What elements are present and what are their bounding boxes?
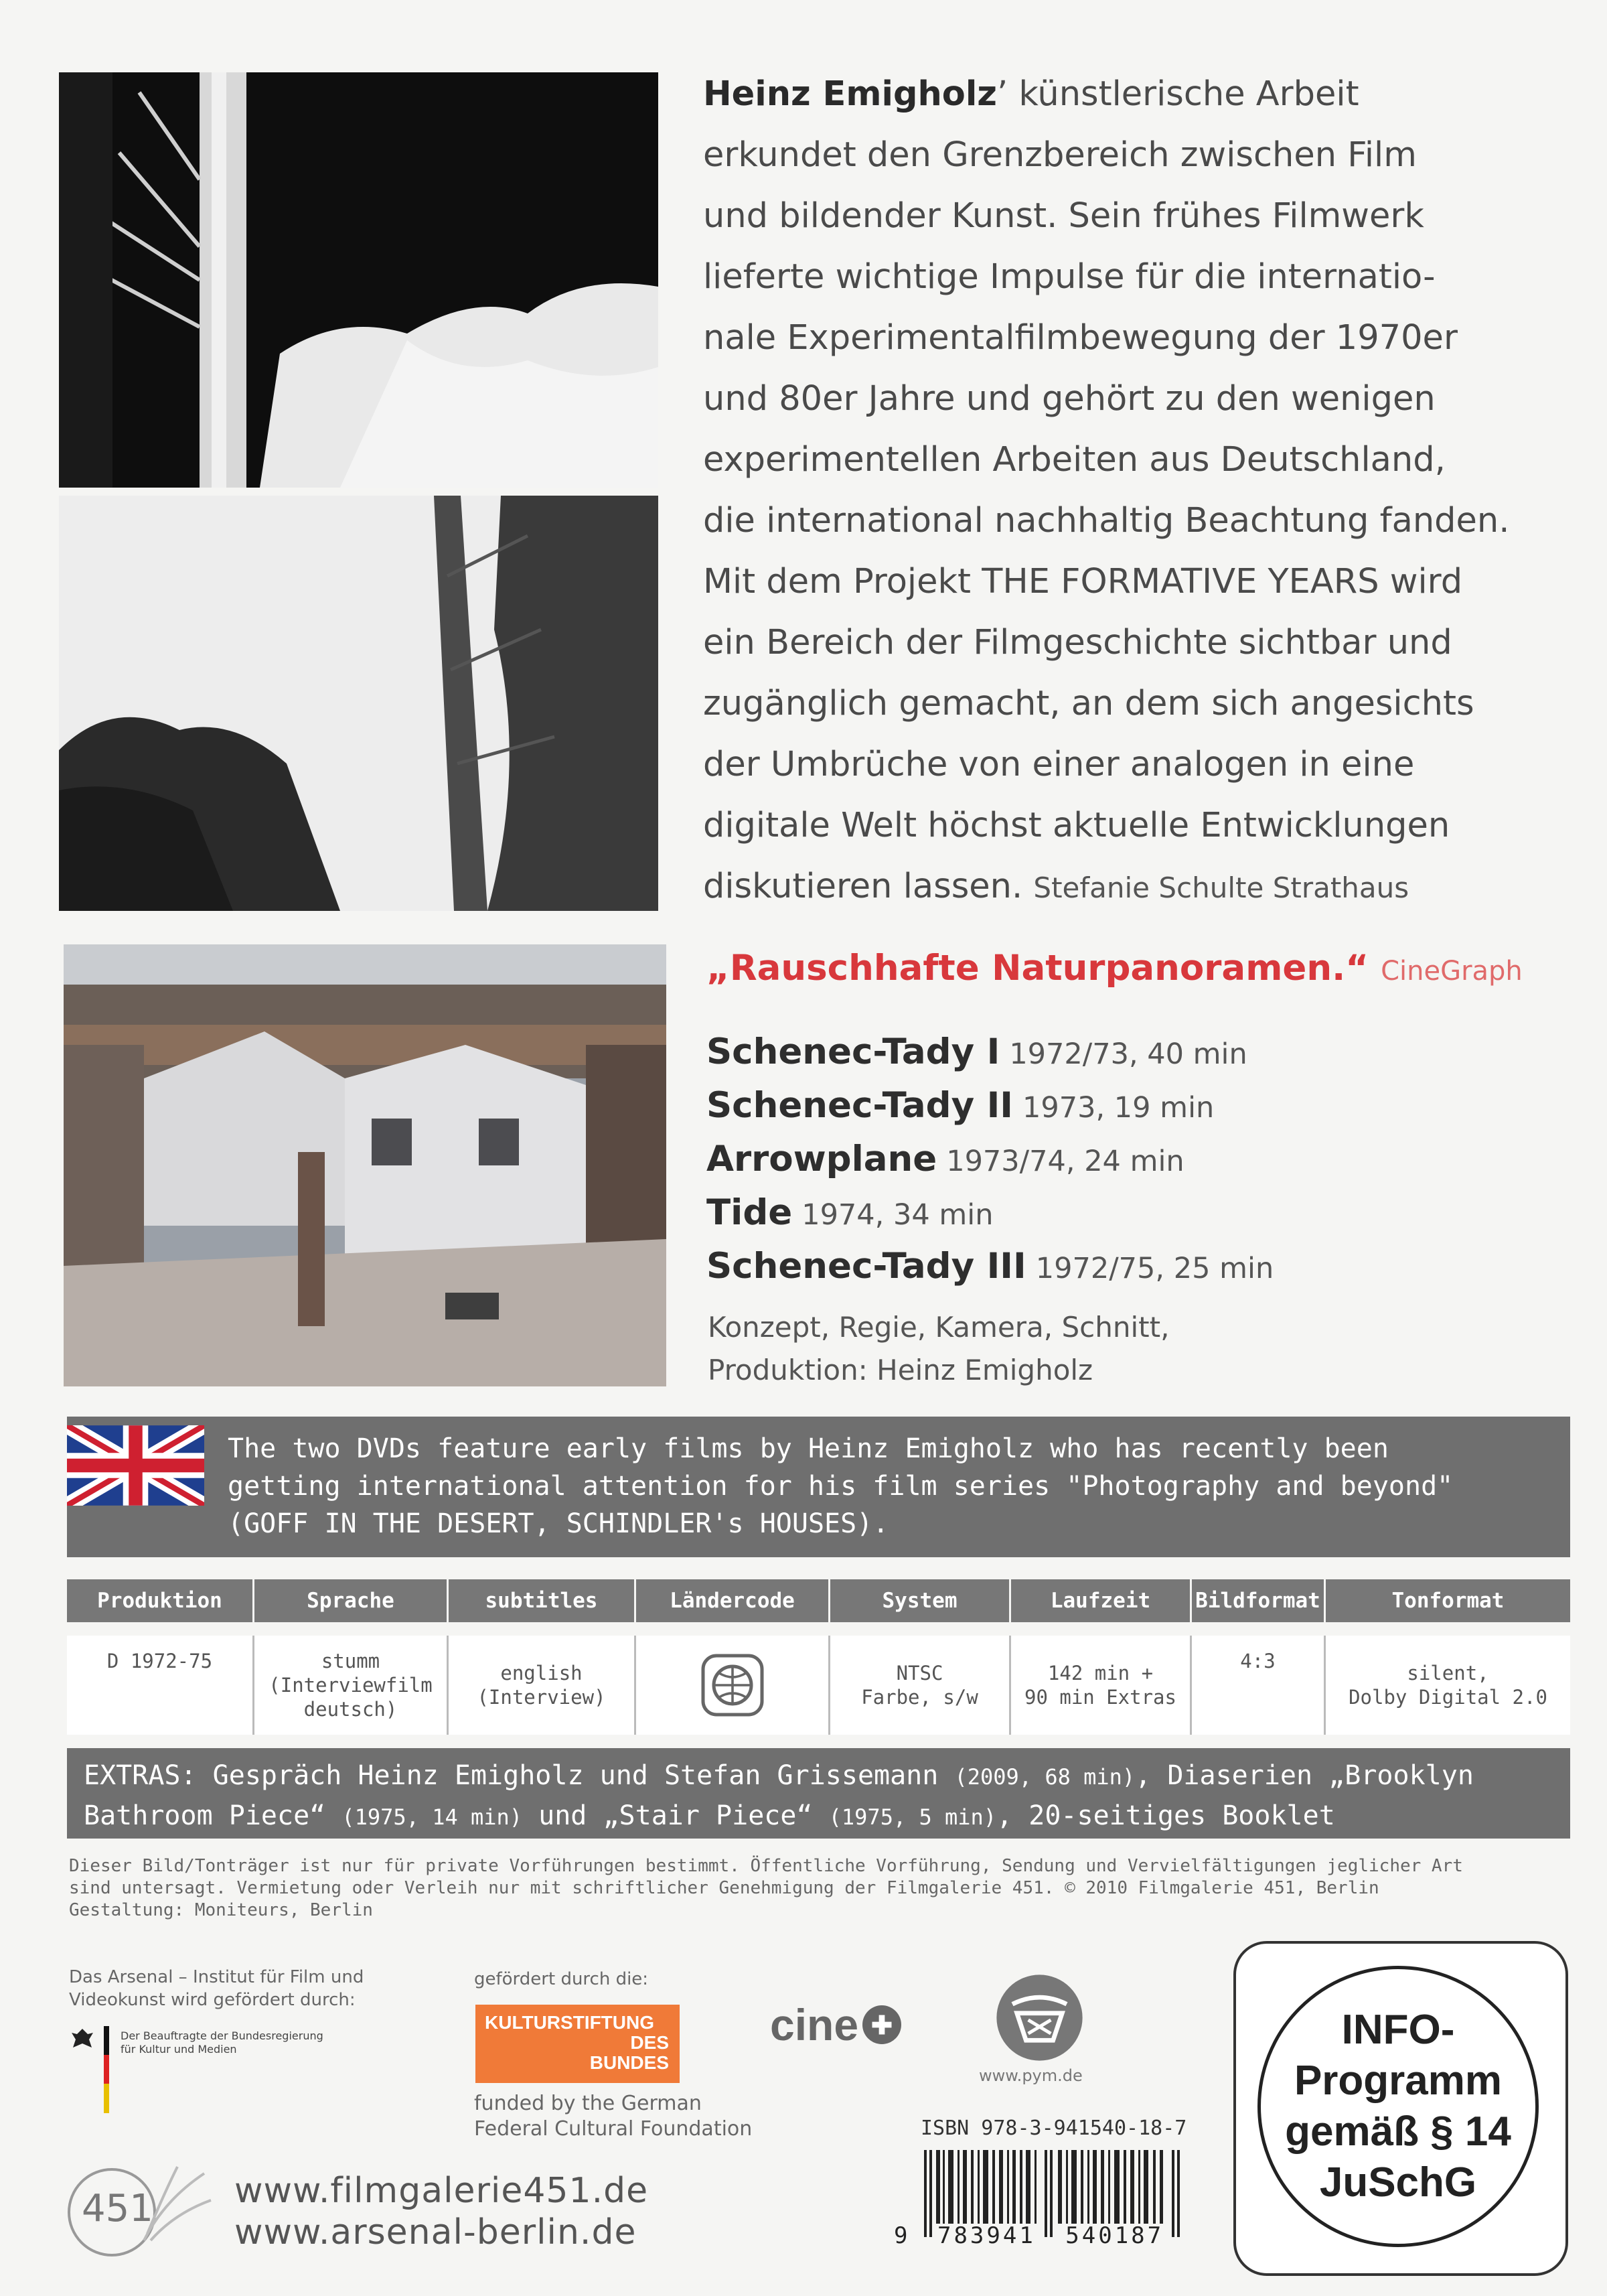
website-links xyxy=(234,2170,648,2253)
film-title: Tide xyxy=(706,1192,793,1233)
arsenal-note: Das Arsenal – Institut für Film und Videokunst wird gefördert durch: xyxy=(69,1967,364,2010)
credits-line: Konzept, Regie, Kamera, Schnitt, xyxy=(708,1311,1170,1344)
intro-line: der Umbrüche von einer analogen in eine xyxy=(703,745,1415,784)
logo-text: 451 xyxy=(82,2187,153,2230)
legal-line: sind untersagt. Vermietung oder Verleih nur mit schriftlicher Genehmigung der Filmgalerie 451. © 2010 Filmgalerie 451, Berlin xyxy=(69,1878,1379,1898)
intro-line: und 80er Jahre und gehört zu den wenigen xyxy=(703,379,1436,419)
film-still-snow-tree xyxy=(59,496,658,911)
spec-value: NTSC Farbe, s/w xyxy=(830,1636,1011,1735)
foerder-label: gefördert durch die: xyxy=(474,1969,649,1989)
spec-header: Produktion xyxy=(67,1579,254,1622)
intro-text xyxy=(703,64,1594,918)
url-arsenal[interactable]: www.arsenal-berlin.de xyxy=(234,2212,637,2252)
spec-header: Ländercode xyxy=(636,1579,830,1622)
intro-line: digitale Welt höchst aktuelle Entwicklungen xyxy=(703,806,1450,845)
film-still-negative-trees xyxy=(59,72,658,488)
intro-line: ’ künstlerische Arbeit xyxy=(996,74,1359,114)
german-eagle-icon xyxy=(69,2026,96,2056)
intro-line: diskutieren lassen. xyxy=(703,867,1023,906)
age-rating-label: INFO- Programm gemäß § 14 JuSchG xyxy=(1257,1966,1539,2247)
credits-line: Produktion: Heinz Emigholz xyxy=(708,1354,1093,1386)
intro-line: die international nachhaltig Beachtung fanden. xyxy=(703,501,1510,541)
spec-header: Sprache xyxy=(254,1579,449,1622)
intro-line: Mit dem Projekt THE FORMATIVE YEARS wird xyxy=(703,562,1463,601)
english-summary xyxy=(228,1430,1560,1542)
english-line: The two DVDs feature early films by Heinz Emigholz who has recently been xyxy=(228,1433,1389,1464)
spec-header: Bildformat xyxy=(1192,1579,1326,1622)
film-still-rooftops xyxy=(64,944,666,1386)
spec-value: 142 min + 90 min Extras xyxy=(1011,1636,1192,1735)
extras-text: EXTRAS: Gespräch Heinz Emigholz und Stefan Grissemann (2009, 68 min), Diaserien „Brooklyn Bathroom Piece“ (1975, 14 min) und „Stair Piece“ (1975, 5 min), 20-seitiges Booklet xyxy=(84,1760,1474,1831)
film-meta: 1972/75, 25 min xyxy=(1035,1252,1274,1285)
barcode-digits: 9 783941 540187 xyxy=(894,2222,1164,2249)
spec-value: silent, Dolby Digital 2.0 xyxy=(1326,1636,1570,1735)
spec-value: 4:3 xyxy=(1192,1636,1326,1735)
spec-header: System xyxy=(830,1579,1011,1622)
intro-line: experimentellen Arbeiten aus Deutschland, xyxy=(703,440,1446,480)
isbn: ISBN 978-3-941540-18-7 xyxy=(921,2116,1187,2140)
bkm-label: Der Beauftragte der Bundesregierung für Kultur und Medien xyxy=(121,2029,323,2056)
film-title: Schenec-Tady III xyxy=(706,1246,1026,1287)
film-title: Arrowplane xyxy=(706,1139,937,1179)
press-quote xyxy=(706,948,1523,989)
legal-line: Dieser Bild/Tonträger ist nur für private Vorführungen bestimmt. Öffentliche Vorführung, Sendung und Vervielfältigungen jeglicher Art xyxy=(69,1856,1463,1876)
url-filmgalerie[interactable]: www.filmgalerie451.de xyxy=(234,2171,649,2211)
plus-circle-icon xyxy=(862,2005,901,2044)
intro-line: zugänglich gemacht, an dem sich angesichts xyxy=(703,684,1474,723)
pym-url: www.pym.de xyxy=(979,2066,1083,2085)
kulturstiftung-logo: KULTURSTIFTUNG DES BUNDES xyxy=(475,2005,680,2083)
region-code-icon xyxy=(700,1653,765,1717)
spec-value xyxy=(636,1636,830,1735)
uk-flag-icon xyxy=(67,1425,204,1508)
spec-header: Laufzeit xyxy=(1011,1579,1192,1622)
spec-header: Tonformat xyxy=(1326,1579,1570,1622)
film-title: Schenec-Tady I xyxy=(706,1031,1000,1072)
film-meta: 1974, 34 min xyxy=(801,1198,994,1232)
legal-line: Gestaltung: Moniteurs, Berlin xyxy=(69,1900,373,1920)
credits xyxy=(708,1306,1169,1392)
specs-table xyxy=(67,1579,1570,1735)
legal-notice xyxy=(69,1855,1562,1922)
film-meta: 1973, 19 min xyxy=(1022,1091,1215,1125)
intro-line: und bildender Kunst. Sein frühes Filmwerk xyxy=(703,196,1424,236)
intro-line: nale Experimentalfilmbewegung der 1970er xyxy=(703,318,1458,358)
spec-value: stumm (Interviewfilm deutsch) xyxy=(254,1636,449,1735)
film-item xyxy=(706,1031,1247,1072)
intro-author: Heinz Emigholz xyxy=(703,74,997,114)
quote-text: „Rauschhafte Naturpanoramen.“ xyxy=(706,948,1369,989)
english-line: (GOFF IN THE DESERT, SCHINDLER's HOUSES). xyxy=(228,1508,889,1539)
film-title: Schenec-Tady II xyxy=(706,1085,1014,1126)
pym-logo-icon xyxy=(994,1972,1085,2066)
film-item xyxy=(706,1246,1274,1287)
cine-plus-logo: cine xyxy=(770,1999,901,2050)
quote-source: CineGraph xyxy=(1381,956,1523,987)
spec-value: D 1972-75 xyxy=(67,1636,254,1735)
spec-value: english (Interview) xyxy=(449,1636,636,1735)
intro-line: erkundet den Grenzbereich zwischen Film xyxy=(703,135,1417,175)
intro-line: ein Bereich der Filmgeschichte sichtbar und xyxy=(703,623,1452,662)
funded-label: funded by the German Federal Cultural Foundation xyxy=(474,2092,753,2141)
film-item xyxy=(706,1139,1184,1179)
german-flag-bar xyxy=(104,2026,109,2113)
film-item xyxy=(706,1085,1214,1126)
english-line: getting international attention for his film series "Photography and beyond" xyxy=(228,1471,1454,1502)
spec-header: subtitles xyxy=(449,1579,636,1622)
intro-source: Stefanie Schulte Strathaus xyxy=(1033,871,1409,904)
film-item xyxy=(706,1192,993,1233)
film-meta: 1973/74, 24 min xyxy=(946,1145,1184,1178)
intro-line: lieferte wichtige Impulse für die internatio- xyxy=(703,257,1436,297)
film-meta: 1972/73, 40 min xyxy=(1009,1037,1247,1071)
